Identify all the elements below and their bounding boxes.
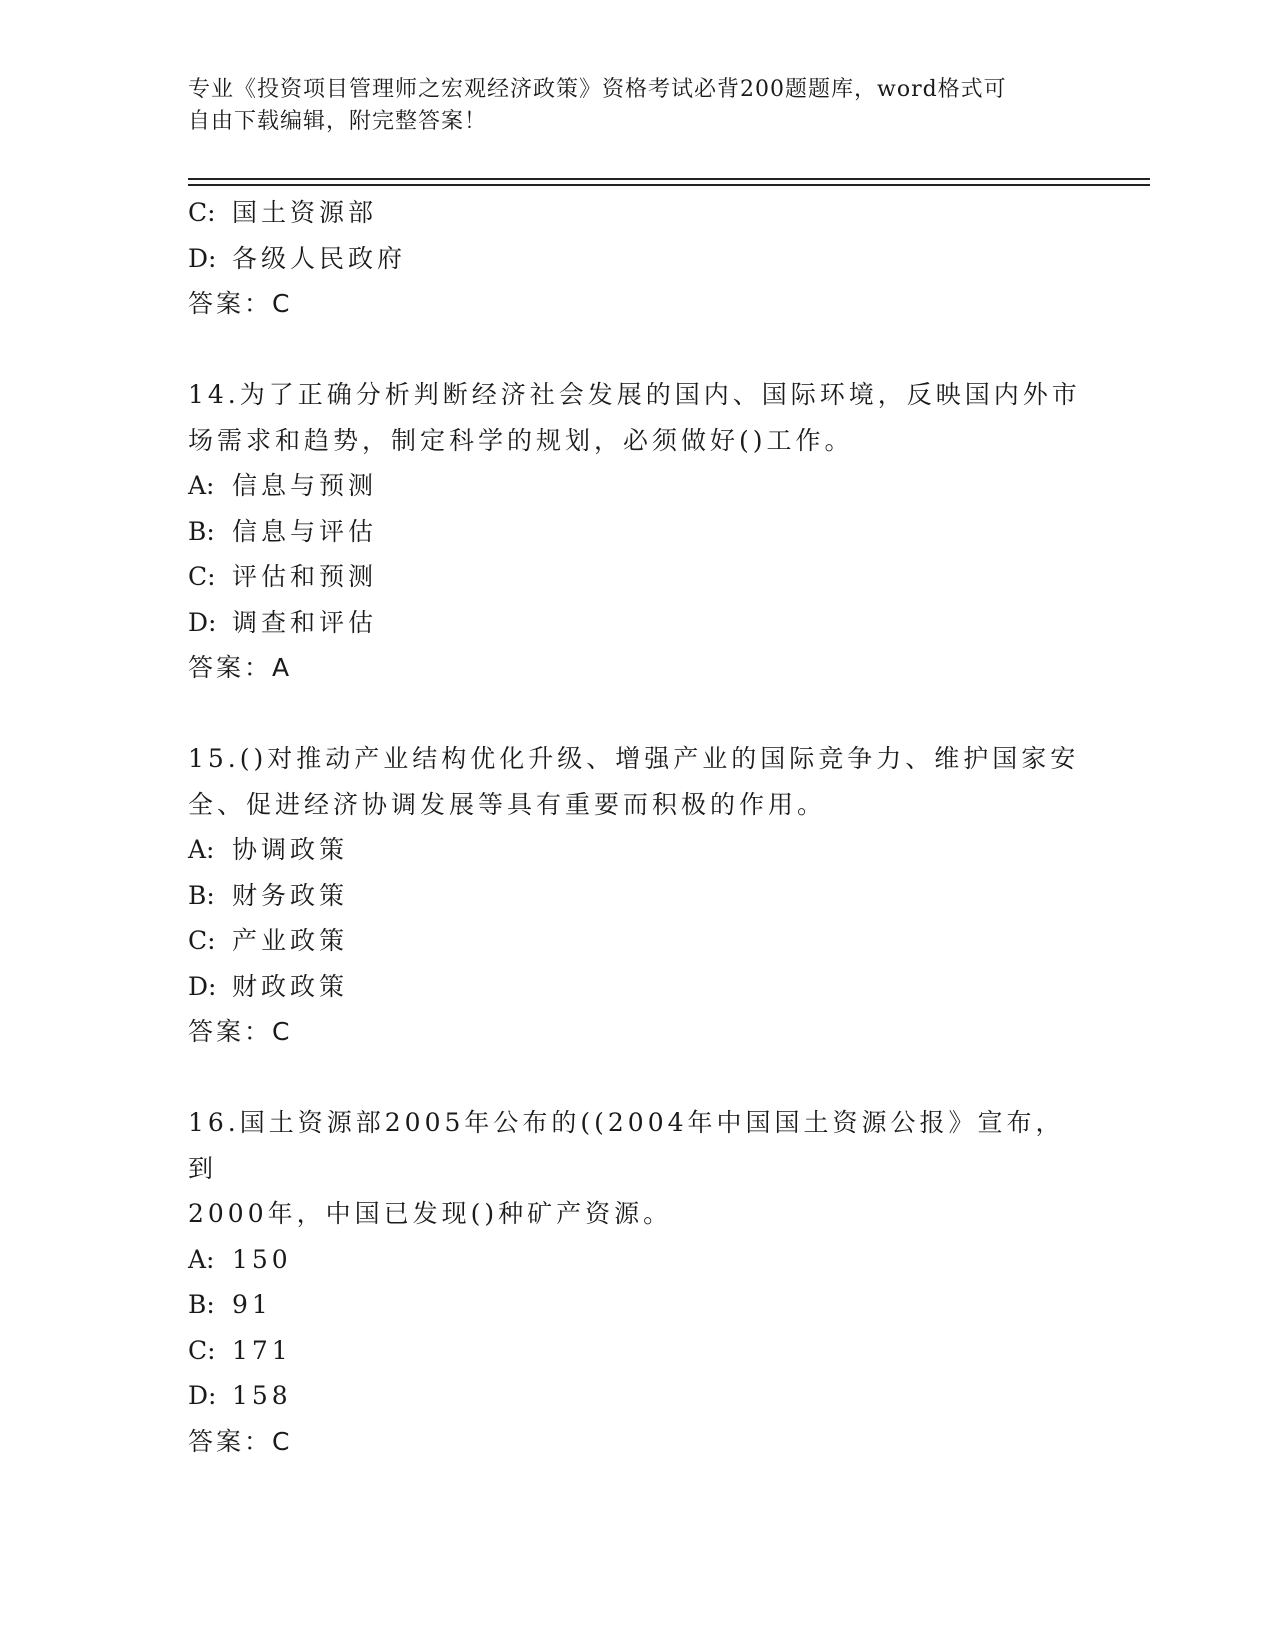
option-text: 信息与评估 (232, 516, 378, 546)
option-d (188, 1373, 1088, 1419)
question-list (188, 190, 1088, 1464)
question-line: 全、促进经济协调发展等具有重要而积极的作用。 (188, 789, 827, 819)
option-text: 财政政策 (232, 971, 349, 1001)
question-line: 15.()对推动产业结构优化升级、增强产业的国际竞争力、维护国家安 (188, 744, 1080, 773)
option-letter: D: (188, 971, 217, 1001)
option-c (188, 1328, 1088, 1374)
option-letter: C: (188, 198, 216, 227)
spacer (188, 327, 1088, 373)
option-letter: C: (188, 562, 216, 591)
option-text: 协调政策 (232, 835, 349, 864)
option-d (188, 236, 1088, 282)
question-text (188, 736, 1088, 827)
option-c (188, 918, 1088, 964)
question-block-15 (188, 736, 1088, 1055)
option-d (188, 600, 1088, 646)
question-text (188, 1100, 1088, 1237)
prev-question-block (188, 190, 1088, 327)
question-line: 14.为了正确分析判断经济社会发展的国内、国际环境，反映国内外市 (188, 380, 1081, 409)
option-letter: A: (188, 835, 215, 864)
option-text: 150 (232, 1244, 292, 1274)
question-line: 16.国土资源部2005年公布的((2004年中国国土资源公报》宣布，到 (188, 1108, 1065, 1183)
answer-line: 答案：C (188, 1017, 293, 1046)
option-letter: D: (188, 607, 217, 637)
option-d (188, 964, 1088, 1010)
question-line: 2000年，中国已发现()种矿产资源。 (188, 1199, 673, 1228)
option-letter: D: (188, 243, 217, 273)
spacer (188, 691, 1088, 737)
option-c (188, 554, 1088, 600)
header-line-2: 自由下载编辑，附完整答案！ (188, 109, 488, 134)
option-a (188, 1237, 1088, 1283)
answer-line: 答案：C (188, 289, 293, 318)
spacer (188, 1055, 1088, 1101)
option-text: 91 (232, 1290, 272, 1319)
option-letter: B: (188, 880, 215, 910)
option-letter: C: (188, 926, 216, 955)
option-text: 财务政策 (232, 880, 349, 910)
option-c (188, 190, 1088, 236)
option-letter: C: (188, 1335, 216, 1365)
option-text: 信息与预测 (232, 471, 378, 500)
option-letter: D: (188, 1381, 217, 1410)
document-header (188, 74, 1068, 138)
question-block-16 (188, 1100, 1088, 1464)
option-letter: B: (188, 1290, 215, 1319)
option-letter: A: (188, 1244, 215, 1274)
option-b (188, 1282, 1088, 1328)
option-a (188, 463, 1088, 509)
question-block-14 (188, 372, 1088, 691)
option-text: 评估和预测 (232, 562, 378, 591)
option-b (188, 509, 1088, 555)
header-divider-bottom (188, 184, 1150, 186)
option-text: 158 (232, 1381, 292, 1410)
option-text: 国土资源部 (232, 198, 378, 227)
header-line-1: 专业《投资项目管理师之宏观经济政策》资格考试必背200题题库，word格式可 (188, 77, 1007, 102)
option-a (188, 827, 1088, 873)
header-divider-top (188, 178, 1150, 180)
answer-line: 答案：A (188, 653, 293, 682)
option-text: 调查和评估 (232, 607, 378, 637)
question-line: 场需求和趋势，制定科学的规划，必须做好()工作。 (188, 425, 854, 455)
option-letter: A: (188, 471, 215, 500)
option-text: 各级人民政府 (232, 243, 407, 273)
option-letter: B: (188, 516, 215, 546)
option-text: 171 (232, 1335, 292, 1365)
answer-line: 答案：C (188, 1426, 293, 1456)
option-b (188, 873, 1088, 919)
option-text: 产业政策 (232, 926, 349, 955)
question-text (188, 372, 1088, 463)
